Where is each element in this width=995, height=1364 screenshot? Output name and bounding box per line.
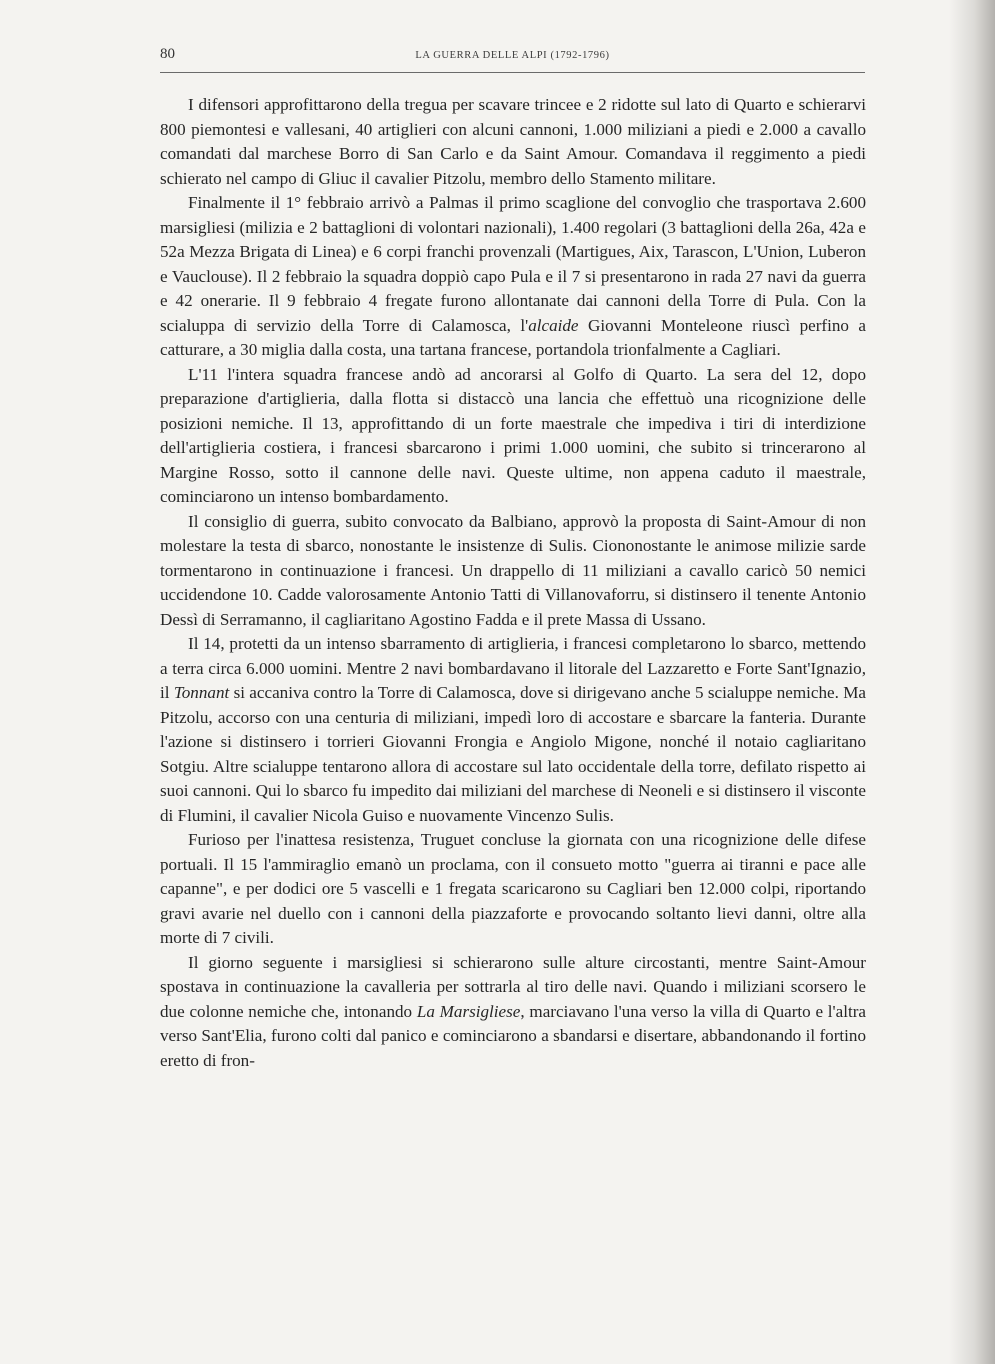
- paragraph-text: , marciavano l'una verso la villa di Quarto e l'altra verso Sant'Elia, furono colti dal panico e cominciarono a sbandarsi e disertare, abbandonando il fortino eretto di fron-: [160, 1001, 866, 1070]
- paragraph-text: Il giorno seguente i marsigliesi si schierarono sulle alture circostanti, mentre Saint-Amour spostava in continuazione la cavalleria per sottrarla al tiro delle navi. Quando i miliziani scorsero le due colonne nemiche che, intonando: [160, 952, 866, 1021]
- paragraph: [160, 191, 866, 363]
- italic-term: alcaide: [528, 315, 579, 335]
- paragraph: [160, 510, 866, 633]
- paragraph: [160, 363, 866, 510]
- running-title: LA GUERRA DELLE ALPI (1792-1796): [415, 50, 610, 61]
- paragraph: [160, 632, 866, 828]
- paragraph: [160, 93, 866, 191]
- paragraph: [160, 951, 866, 1074]
- page-number: 80: [160, 46, 175, 62]
- paragraph-text: Giovanni Monteleone riuscì perfino a catturare, a 30 miglia dalla costa, una tartana francese, portandola trionfalmente a Cagliari.: [160, 315, 866, 359]
- paragraph-text: Il 14, protetti da un intenso sbarramento di artiglieria, i francesi completarono lo sbarco, mettendo a terra circa 6.000 uomini. Mentre 2 navi bombardavano il litorale del Lazzaretto e Forte Sant'Ignazio, il: [160, 634, 866, 702]
- italic-term: La Marsigliese: [416, 1001, 521, 1021]
- paragraph-text: Il consiglio di guerra, subito convocato da Balbiano, approvò la proposta di Saint-Amour di non molestare la testa di sbarco, nonostante le insistenze di Sulis. Ciononostante le animose milizie sarde tormentarono in continuazione i francesi. Un drappello di 11 miliziani a cavallo caricò 50 nemici uccidendone 10. Cadde valorosamente Antonio Tatti di Villanovaforru, si distinsero il tenente Antonio Dessì di Serramanno, il cagliaritano Agostino Fadda e il prete Massa di Ussano.: [160, 511, 866, 629]
- paragraph-text: I difensori approfittarono della tregua per scavare trincee e 2 ridotte sul lato di Quarto e schierarvi 800 piemontesi e vallesani, 40 artiglieri con alcuni cannoni, 1.000 miliziani a piedi e 2.000 a cavallo comandati dal marchese Borro di San Carlo e da Saint Amour. Comandava il reggimento a piedi schierato nel campo di Gliuc il cavalier Pitzolu, membro dello Stamento militare.: [160, 95, 866, 188]
- paragraph-text: L'11 l'intera squadra francese andò ad ancorarsi al Golfo di Quarto. La sera del 12, dopo preparazione d'artiglieria, dalla flotta si distaccò una lancia che effettuò una ricognizione delle posizioni nemiche. Il 13, approfittando di un forte maestrale che impediva i tiri di interdizione dell'artiglieria costiera, i francesi sbarcarono i primi 1.000 uomini, che subito si trincerarono al Margine Rosso, sotto il cannone delle navi. Queste ultime, non appena caduto il maestrale, cominciarono un intenso bombardamento.: [160, 364, 866, 506]
- italic-term: Tonnant: [173, 683, 230, 702]
- paragraph: [160, 828, 866, 951]
- paragraph-text: si accaniva contro la Torre di Calamosca, dove si dirigevano anche 5 scialuppe nemiche. Ma Pitzolu, accorso con una centuria di miliziani, impedì loro di accostare e sbarcare la fanteria. Durante l'azione si distinsero i torrieri Giovanni Frongia e Angiolo Migone, nonché il notaio cagliaritano Sotgiu. Altre scialuppe tentarono allora di accostare sul lato occidentale della torre, defilato rispetto ai suoi cannoni. Qui lo sbarco fu impedito dai miliziani del marchese di Neoneli e si distinsero il visconte di Flumini, il cavalier Nicola Guiso e nuovamente Vincenzo Sulis.: [160, 683, 866, 825]
- body-text: [160, 93, 866, 1073]
- page-header: [160, 44, 865, 73]
- paragraph-text: Finalmente il 1° febbraio arrivò a Palmas il primo scaglione del convoglio che trasportava 2.600 marsigliesi (milizia e 2 battaglioni di volontari nazionali), 1.400 regolari (3 battaglioni della 26a, 42a e 52a Mezza Brigata di Linea) e 6 corpi franchi provenzali (Martigues, Aix, Tarascon, L'Union, Luberon e Vauclouse). Il 2 febbraio la squadra doppiò capo Pula e il 7 si presentarono in rada 27 navi da guerra e 42 onerarie. Il 9 febbraio 4 fregate furono allontanate dai cannoni della Torre di Pula. Con la scialuppa di servizio della Torre di Calamosca, l': [160, 193, 866, 335]
- paragraph-text: Furioso per l'inattesa resistenza, Truguet concluse la giornata con una ricognizione delle difese portuali. Il 15 l'ammiraglio emanò un proclama, con il consueto motto "guerra ai tiranni e pace alle capanne", e per dodici ore 5 vascelli e 1 fregata scaricarono su Cagliari ben 12.000 colpi, riportando gravi avarie nel duello con i cannoni della piazzaforte e provocando soltanto lievi danni, oltre alla morte di 7 civili.: [160, 830, 866, 947]
- page-edge-shadow: [949, 0, 995, 1364]
